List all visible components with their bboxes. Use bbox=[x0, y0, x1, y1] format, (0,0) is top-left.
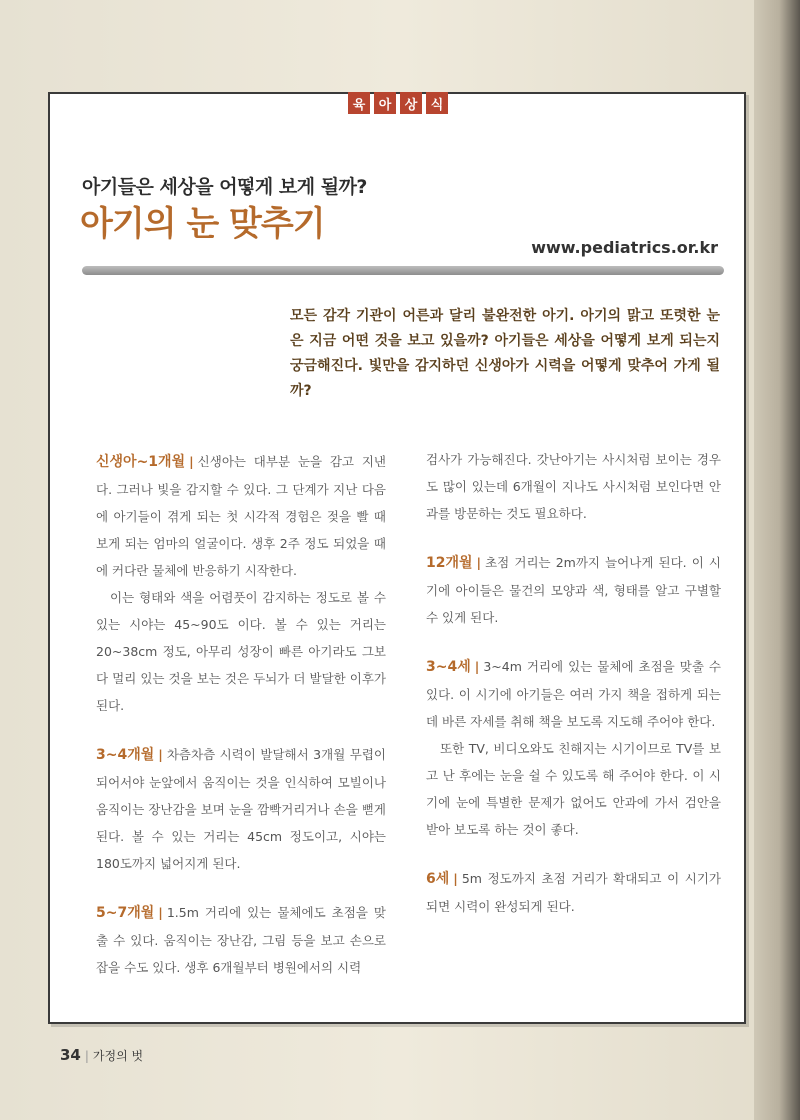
category-badge bbox=[348, 92, 448, 114]
spacer bbox=[426, 527, 721, 549]
section-text: 1.5m 거리에 있는 물체에도 초점을 맞출 수 있다. 움직이는 장난감, 그림 등을 보고 손으로 잡을 수도 있다. 생후 6개월부터 병원에서의 시력 bbox=[96, 905, 386, 975]
heading-separator: | bbox=[189, 454, 194, 469]
badge-char: 식 bbox=[426, 92, 448, 114]
badge-char: 상 bbox=[400, 92, 422, 114]
magazine-spine bbox=[754, 0, 800, 1120]
badge-char: 육 bbox=[348, 92, 370, 114]
page-number: 34 bbox=[60, 1046, 81, 1064]
heading-separator: | bbox=[476, 555, 482, 570]
article-title: 아기의 눈 맞추기 bbox=[80, 204, 325, 244]
spacer bbox=[426, 843, 721, 865]
section-12-months bbox=[426, 549, 721, 631]
source-url: www.pediatrics.or.kr bbox=[531, 238, 718, 257]
section-5-7-months-continued: 검사가 가능해진다. 갓난아기는 사시처럼 보이는 경우도 많이 있는데 6개월이 지나도 사시처럼 보인다면 안과를 방문하는 것도 필요하다. bbox=[426, 452, 721, 521]
section-newborn-continued: 이는 형태와 색을 어렴풋이 감지하는 정도로 볼 수 있는 시야는 45~90도 이다. 볼 수 있는 거리는 20~38cm 정도, 아무리 성장이 빠른 아기라도 그보다 멀리 있는 것을 보는 것은 두뇌가 더 발달한 이후가 된다. bbox=[96, 590, 386, 713]
heading-separator: | bbox=[158, 905, 163, 920]
section-text: 차츰차츰 시력이 발달해서 3개월 무렵이 되어서야 눈앞에서 움직이는 것을 인식하여 모빌이나 움직이는 장난감을 보며 눈을 깜빡거리거나 손을 뻗게 된다. 볼 수 있는 거리는 45cm 정도이고, 시야는 180도까지 넓어지게 된다. bbox=[96, 747, 386, 871]
heading-separator: | bbox=[158, 747, 163, 762]
section-heading: 3~4세 bbox=[426, 659, 471, 675]
section-5-7-months bbox=[96, 899, 386, 981]
spacer bbox=[96, 719, 386, 741]
left-column bbox=[96, 448, 386, 981]
page-footer bbox=[60, 1046, 143, 1064]
section-text: 초점 거리는 2m까지 늘어나게 된다. 이 시기에 아이들은 물건의 모양과 색, 형태를 알고 구별할 수 있게 된다. bbox=[426, 555, 721, 625]
section-3-4-years bbox=[426, 653, 721, 735]
section-heading: 신생아~1개월 bbox=[96, 454, 186, 470]
heading-separator: | bbox=[474, 659, 480, 674]
spacer bbox=[426, 631, 721, 653]
section-heading: 3~4개월 bbox=[96, 747, 155, 763]
article-subtitle: 아기들은 세상을 어떻게 보게 될까? bbox=[82, 176, 367, 198]
section-3-4-years-continued: 또한 TV, 비디오와도 친해지는 시기이므로 TV를 보고 난 후에는 눈을 쉴 수 있도록 해 주어야 한다. 이 시기에 눈에 특별한 문제가 없어도 안과에 가서 검안을 받아 보도록 하는 것이 좋다. bbox=[426, 741, 721, 837]
heading-separator: | bbox=[453, 871, 458, 886]
footer-separator: | bbox=[84, 1049, 89, 1063]
section-heading: 6세 bbox=[426, 871, 450, 887]
title-divider bbox=[82, 266, 724, 275]
section-text: 신생아는 대부분 눈을 감고 지낸다. 그러나 빛을 감지할 수 있다. 그 단계가 지난 다음에 아기들이 겪게 되는 첫 시각적 경험은 젖을 빨 때 보게 되는 엄마의 얼굴이다. 생후 2주 정도 되었을 때에 커다란 물체에 반응하기 시작한다. bbox=[96, 454, 386, 578]
section-heading: 12개월 bbox=[426, 555, 473, 571]
spacer bbox=[96, 877, 386, 899]
section-heading: 5~7개월 bbox=[96, 905, 155, 921]
section-text: 3~4m 거리에 있는 물체에 초점을 맞출 수 있다. 이 시기에 아기들은 여러 가지 책을 접하게 되는데 바른 자세를 취해 책을 보도록 지도해 주어야 한다. bbox=[426, 659, 721, 729]
magazine-name: 가정의 벗 bbox=[92, 1049, 144, 1063]
section-3-4-months bbox=[96, 741, 386, 877]
intro-paragraph: 모든 감각 기관이 어른과 달리 불완전한 아기. 아기의 맑고 또렷한 눈은 지금 어떤 것을 보고 있을까? 아기들은 세상을 어떻게 보게 되는지 궁금해진다. 빛만을 감지하던 신생아가 시력을 어떻게 맞추어 가게 될까? bbox=[290, 308, 720, 399]
section-newborn bbox=[96, 448, 386, 584]
badge-char: 아 bbox=[374, 92, 396, 114]
section-text: 5m 정도까지 초점 거리가 확대되고 이 시기가 되면 시력이 완성되게 된다. bbox=[426, 871, 721, 914]
section-6-years bbox=[426, 865, 721, 920]
right-column bbox=[426, 446, 721, 920]
